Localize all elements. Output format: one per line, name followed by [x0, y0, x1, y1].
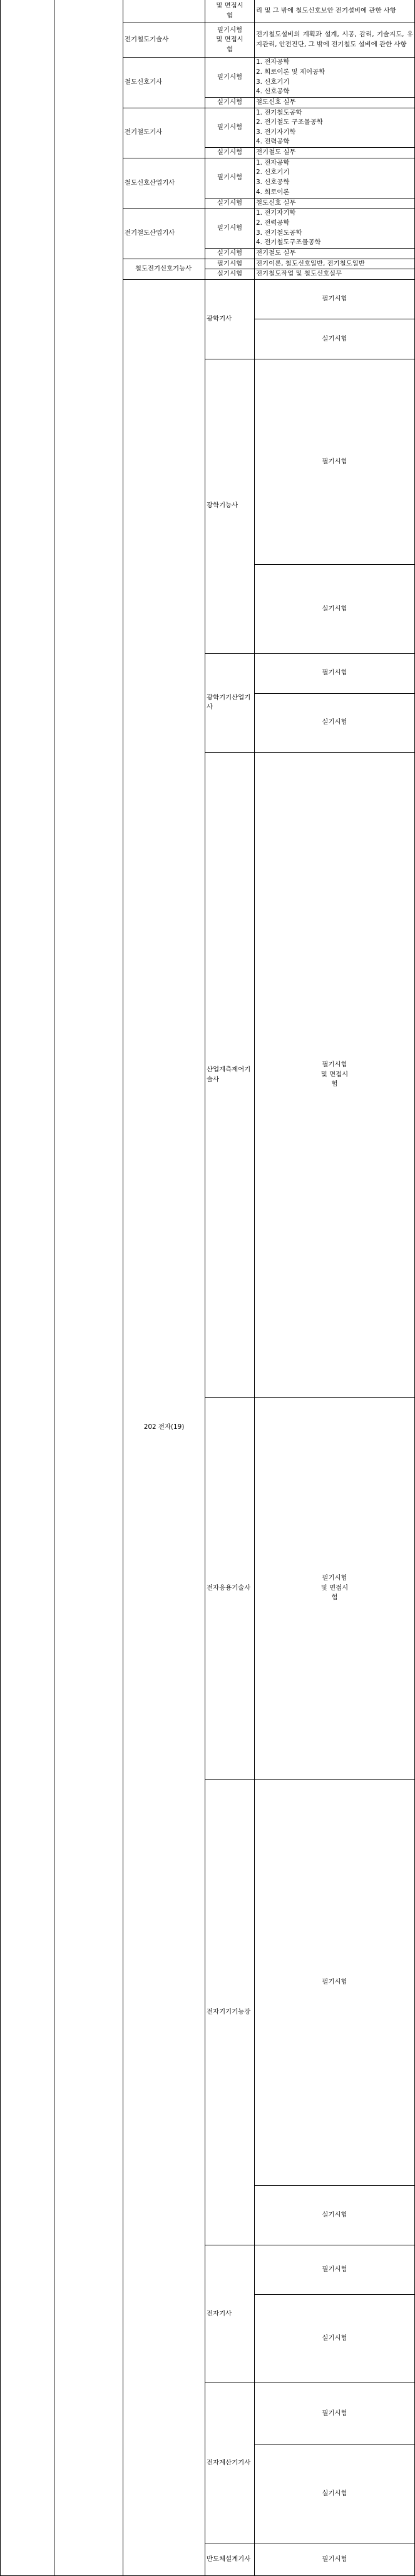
exam-subjects: [255, 0, 415, 23]
exam-method-line: 및 면접시: [320, 1070, 349, 1078]
subject-item: 4. 신호공학: [256, 88, 290, 96]
exam-method-line: 필기시험: [322, 1574, 347, 1582]
written-exam: 필기시험: [255, 2383, 415, 2445]
table-row: [1, 0, 415, 23]
practical-subject: 철도신호 실무: [255, 98, 415, 108]
exam-subjects-text: 리 및 그 밖에 철도신호보안 전기설비에 관한 사항: [256, 7, 396, 15]
practical-exam: 실기시험: [205, 147, 255, 158]
qualification-name: 광학기사: [205, 279, 255, 359]
subject-item: 1. 전자공학: [256, 58, 290, 66]
exam-method-line: 및 면접시: [320, 1584, 349, 1592]
subject-item: 1. 전자공학: [256, 158, 290, 167]
subject-item: 3. 전기철도공학: [256, 229, 302, 237]
subject-item: 2. 회로이론 및 제어공학: [256, 68, 325, 76]
exam-method-line: 및 면접시: [216, 36, 243, 44]
practical-subject: 전기철도 실무: [255, 249, 415, 259]
field-label: 202 전자(19): [123, 279, 205, 2575]
qualification-name: [123, 0, 205, 23]
practical-exam: 실기시험: [205, 249, 255, 259]
exam-method-line: 험: [226, 45, 233, 53]
exam-method-line: 필기시험: [217, 26, 243, 34]
written-exam: 필기시험: [255, 653, 415, 693]
practical-exam: 실기시험: [205, 98, 255, 108]
qualification-name: 전자응용기술사: [205, 1398, 255, 1780]
subject-item: 2. 전기철도 구조물공학: [256, 118, 323, 126]
written-exam: 필기시험: [255, 1780, 415, 2186]
subject-item: 1. 전기자기학: [256, 209, 296, 217]
exam-method-line: 험: [331, 1594, 338, 1602]
practical-exam: 실기시험: [205, 269, 255, 280]
practical-subject: 전기철도 실무: [255, 147, 415, 158]
field-cell-empty: [54, 0, 123, 2575]
exam-method-line: 필기시험: [322, 1061, 347, 1069]
exam-method-line: 험: [331, 1080, 338, 1088]
qualification-name: 산업계측제어기술사: [205, 753, 255, 1398]
written-subject: 전기이론, 철도신호일반, 전기철도일반: [255, 259, 415, 269]
practical-exam: 실기시험: [255, 2445, 415, 2543]
written-exam: 필기시험: [205, 158, 255, 198]
subject-item: 1. 전기철도공학: [256, 108, 302, 116]
qualification-name: 전자기사: [205, 2245, 255, 2383]
subject-list: [255, 158, 415, 198]
practical-subject: 철도신호 실무: [255, 198, 415, 209]
written-exam: 필기시험: [205, 108, 255, 147]
qualification-name: 전기철도기사: [123, 108, 205, 158]
exam-method: [205, 0, 255, 23]
exam-method-line: 및 면접시: [216, 2, 243, 10]
written-exam: 필기시험: [205, 259, 255, 269]
subject-item: 4. 회로이론: [256, 188, 290, 196]
qualification-name: 철도신호산업기사: [123, 158, 205, 209]
qualification-name: 전기철도산업기사: [123, 209, 205, 259]
qualification-name: 전기철도기술사: [123, 23, 205, 58]
qualification-name: 전자기기기능장: [205, 1780, 255, 2245]
subject-item: 2. 신호기기: [256, 168, 290, 177]
qualification-name: 반도체설계기사: [205, 2543, 255, 2575]
exam-method-line: 험: [226, 12, 233, 19]
written-exam: 필기시험: [255, 359, 415, 564]
written-exam: 필기시험: [205, 209, 255, 249]
written-exam: 필기시험: [205, 58, 255, 98]
exam-subjects-text: 전기철도설비의 계획과 설계, 시공, 감리, 기술지도, 유지관리, 안전진단, 그 밖에 전기철도 설비에 관한 사항: [256, 31, 413, 48]
qualification-name: 철도전기신호기능사: [123, 259, 205, 279]
subject-list: [255, 108, 415, 147]
subject-item: 3. 전기자기학: [256, 128, 296, 136]
qualification-name: 철도신호기사: [123, 58, 205, 108]
written-exam: 필기시험: [255, 2543, 415, 2575]
qualification-name: 광학기능사: [205, 359, 255, 653]
subject-item: 3. 신호공학: [256, 178, 290, 187]
written-exam: 필기시험: [255, 279, 415, 319]
category-cell-empty: [1, 0, 54, 2575]
exam-subjects: [255, 23, 415, 58]
subject-list: [255, 209, 415, 249]
practical-exam: 실기시험: [255, 565, 415, 653]
practical-exam: 실기시험: [255, 2186, 415, 2245]
practical-exam: 실기시험: [255, 2294, 415, 2383]
written-exam: 필기시험: [255, 2245, 415, 2294]
qualification-name: 전자계산기기사: [205, 2383, 255, 2543]
subject-item: 4. 전기철도구조물공학: [256, 239, 321, 247]
practical-exam: 실기시험: [255, 693, 415, 753]
exam-method: [255, 753, 415, 1398]
exam-method: [255, 1398, 415, 1780]
qualification-name: 광학기기산업기사: [205, 653, 255, 753]
subject-item: 2. 전력공학: [256, 219, 290, 227]
subject-item: 4. 전력공학: [256, 138, 290, 146]
subject-list: [255, 58, 415, 98]
practical-exam: 실기시험: [255, 319, 415, 359]
exam-method: [205, 23, 255, 58]
practical-subject: 전기철도작업 및 철도신호실무: [255, 269, 415, 280]
practical-exam: 실기시험: [205, 198, 255, 209]
subject-item: 3. 신호기기: [256, 78, 290, 86]
